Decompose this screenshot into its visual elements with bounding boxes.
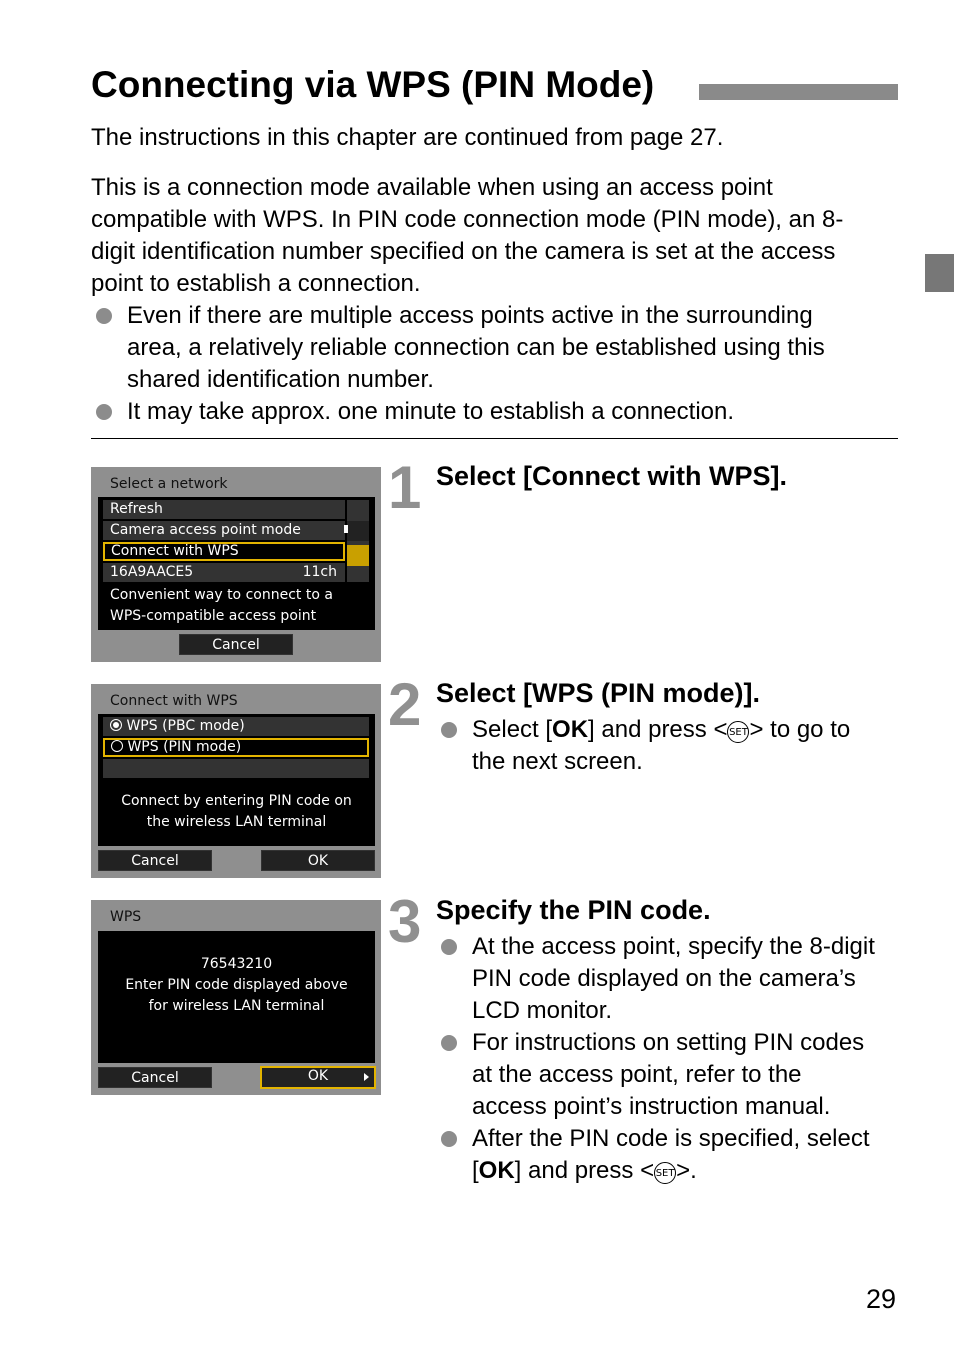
radio-selected-icon	[110, 719, 122, 731]
bullet-item: For instructions on setting PIN codes at the access point, refer to the access point’s instruction manual.	[436, 1027, 906, 1123]
screen-description: Convenient way to connect to a WPS-compatible access point	[110, 587, 333, 624]
menu-row-network-ssid[interactable]: 16A9AACE5 11ch	[103, 563, 345, 582]
cancel-button[interactable]: Cancel	[98, 1067, 212, 1088]
radio-unselected-icon	[111, 740, 123, 752]
divider	[91, 438, 898, 439]
step-heading: Specify the PIN code.	[436, 895, 711, 925]
screen-panel	[98, 497, 375, 630]
option-wps-pin[interactable]: WPS (PIN mode)	[103, 738, 369, 757]
cancel-button[interactable]: Cancel	[179, 634, 293, 655]
cancel-button[interactable]: Cancel	[98, 850, 212, 871]
set-button-icon: SET	[654, 1162, 676, 1184]
set-button-icon: SET	[727, 721, 749, 743]
step-body	[436, 714, 906, 778]
paragraph-line: point to establish a connection.	[91, 270, 421, 297]
screen-header: Connect with WPS	[110, 693, 238, 709]
bullet-item: It may take approx. one minute to establish a connection.	[91, 396, 901, 428]
page-title: Connecting via WPS (PIN Mode)	[91, 64, 655, 105]
screen-header: Select a network	[110, 476, 228, 492]
title-decorative-bar	[699, 84, 898, 100]
pin-code: 76543210	[200, 956, 273, 972]
arrow-right-icon	[364, 1073, 369, 1081]
intro-text: The instructions in this chapter are continued from page 27.	[91, 124, 724, 151]
bullet-dot-icon	[96, 308, 112, 324]
bullet-item: After the PIN code is specified, select [OK] and press < SET>.	[436, 1123, 906, 1187]
screen-description: 76543210 Enter PIN code displayed above for wireless LAN terminal	[98, 954, 375, 1017]
bullet-item: Select [OK] and press < SET> to go to the next screen.	[436, 714, 906, 778]
option-wps-pbc[interactable]: WPS (PBC mode)	[103, 717, 369, 736]
paragraph-line: This is a connection mode available when using an access point	[91, 174, 773, 201]
step-heading: Select [WPS (PIN mode)].	[436, 678, 761, 708]
paragraph-line: compatible with WPS. In PIN code connection mode (PIN mode), an 8-	[91, 206, 844, 233]
empty-row	[103, 759, 369, 778]
bullet-dot-icon	[441, 1131, 457, 1147]
scrollbar-thumb[interactable]	[347, 545, 369, 566]
ok-button[interactable]: OK	[261, 850, 375, 871]
lcd-screen-select-network	[91, 467, 381, 662]
step-number: 1	[388, 454, 422, 521]
description-block	[91, 172, 901, 428]
screen-panel	[98, 714, 375, 846]
channel-label: 11ch	[302, 564, 337, 580]
step-number: 2	[388, 671, 422, 738]
menu-row-refresh[interactable]: Refresh	[103, 500, 345, 519]
screen-description: Connect by entering PIN code on the wireless LAN terminal	[121, 793, 352, 830]
ok-button[interactable]: OK	[260, 1066, 376, 1089]
chapter-side-tab	[925, 254, 954, 292]
menu-row-connect-with-wps[interactable]: Connect with WPS	[103, 542, 345, 561]
lcd-screen-connect-with-wps	[91, 684, 381, 878]
step-body	[436, 931, 906, 1187]
bullet-item: Even if there are multiple access points active in the surrounding area, a relatively reliable connection can be established using this shared identification number.	[91, 300, 901, 396]
paragraph-line: digit identification number specified on the camera is set at the access	[91, 238, 836, 265]
screen-panel	[98, 931, 375, 1063]
screen-header: WPS	[110, 909, 142, 925]
bullet-dot-icon	[441, 1035, 457, 1051]
lcd-screen-wps-pin	[91, 900, 381, 1095]
bullet-dot-icon	[441, 939, 457, 955]
step-heading: Select [Connect with WPS].	[436, 461, 788, 491]
page-number: 29	[866, 1284, 897, 1314]
step-number: 3	[388, 888, 422, 955]
bullet-dot-icon	[441, 722, 457, 738]
menu-row-camera-access-point[interactable]: Camera access point mode	[103, 521, 345, 540]
scrollbar[interactable]	[347, 500, 369, 582]
bullet-item: At the access point, specify the 8-digit PIN code displayed on the camera’s LCD monitor.	[436, 931, 906, 1027]
bullet-dot-icon	[96, 404, 112, 420]
